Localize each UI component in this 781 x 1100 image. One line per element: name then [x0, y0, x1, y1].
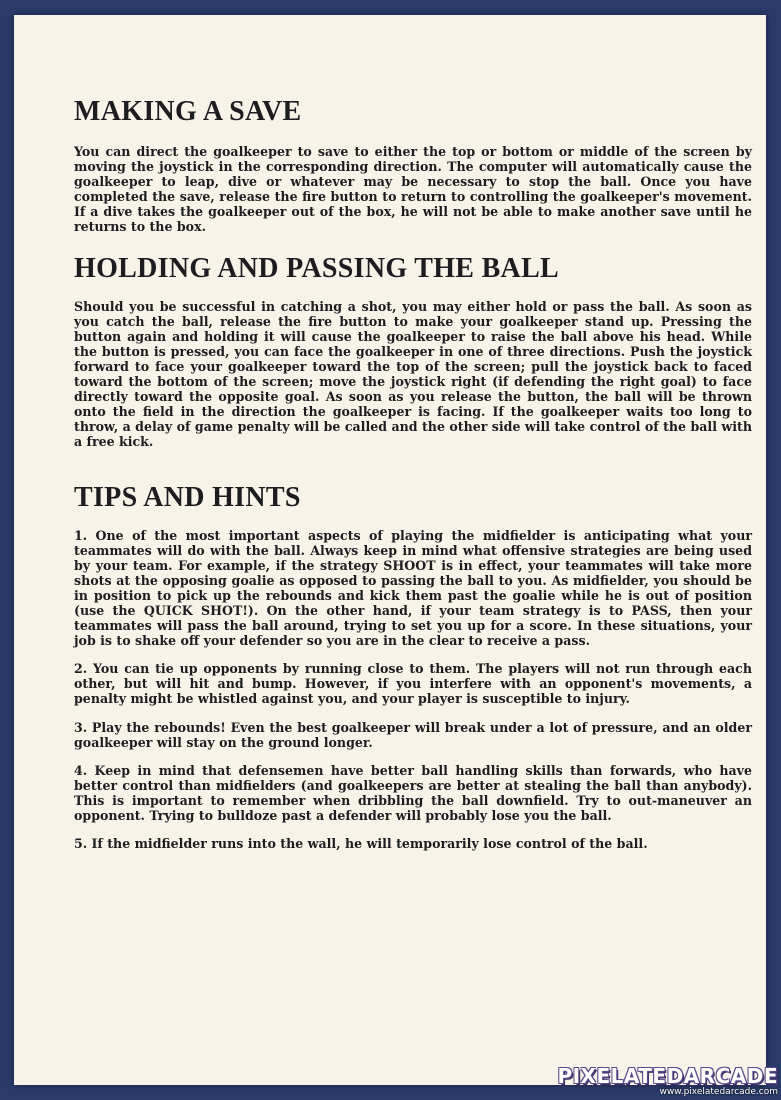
- page-content: [74, 97, 752, 851]
- tip-1: 1. One of the most important aspects of playing the midfielder is anticipating what your teammates will do with the ball. Always keep in mind what offensive strategies are being used by your team. For example, if the strategy SHOOT is in effect, your teammates will take more shots at the opposing goalie as opposed to passing the ball to you. As midfielder, you should be in position to pick up the rebounds and kick them past the goalie while he is out of position (use the QUICK SHOT!). On the other hand, if your team strategy is to PASS, then your teammates will pass the ball around, trying to set you up for a score. In these situations, your job is to shake off your defender so you are in the clear to receive a pass.: [74, 527, 752, 649]
- tip-4: 4. Keep in mind that defensemen have better ball handling skills than forwards, who have better control than midfielders (and goalkeepers are better at stealing the ball than anybody). This is important to remember when dribbling the ball downfield. Try to out-maneuver an opponent. Trying to bulldoze past a defender will probably lose you the ball.: [74, 762, 752, 823]
- watermark-title: PIXELATEDARCADE: [557, 1064, 778, 1088]
- heading-making-a-save: MAKING A SAVE: [74, 96, 302, 127]
- paragraph-holding-and-passing: Should you be successful in catching a shot, you may either hold or pass the ball. As soon as you catch the ball, release the fire button to make your goalkeeper stand up. Pressing the button again and holding it will cause the goalkeeper to raise the ball above his head. While the button is pressed, you can face the goalkeeper in one of three directions. Push the joystick forward to face your goalkeeper toward the top of the screen; pull the joystick back to faced toward the bottom of the screen; move the joystick right (if defending the right goal) to face directly toward the opposite goal. As soon as you release the button, the ball will be thrown onto the field in the direction the goalkeeper is facing. If the goalkeeper waits too long to throw, a delay of game penalty will be called and the other side will take control of the ball with a free kick.: [74, 298, 752, 450]
- heading-tips-and-hints: TIPS AND HINTS: [74, 481, 301, 513]
- manual-page: [14, 15, 766, 1085]
- tip-2: 2. You can tie up opponents by running close to them. The players will not run through each other, but will hit and bump. However, if you interfere with an opponent's movements, a penalty might be whistled against you, and your player is susceptible to injury.: [74, 661, 752, 707]
- watermark-url: www.pixelatedarcade.com: [659, 1087, 778, 1097]
- tip-3: 3. Play the rebounds! Even the best goalkeeper will break under a lot of pressure, and an older goalkeeper will stay on the ground longer.: [74, 719, 752, 750]
- paragraph-making-a-save: You can direct the goalkeeper to save to either the top or bottom or middle of the screen by moving the joystick in the corresponding direction. The computer will automatically cause the goalkeeper to leap, dive or whatever may be necessary to stop the ball. Once you have completed the save, release the fire button to return to controlling the goalkeeper's movement. If a dive takes the goalkeeper out of the box, he will not be able to make another save until he returns to the box.: [74, 144, 752, 235]
- heading-holding-and-passing: HOLDING AND PASSING THE BALL: [74, 252, 560, 284]
- watermark: [557, 1065, 778, 1097]
- tip-5: 5. If the midfielder runs into the wall, he will temporarily lose control of the ball.: [74, 836, 648, 852]
